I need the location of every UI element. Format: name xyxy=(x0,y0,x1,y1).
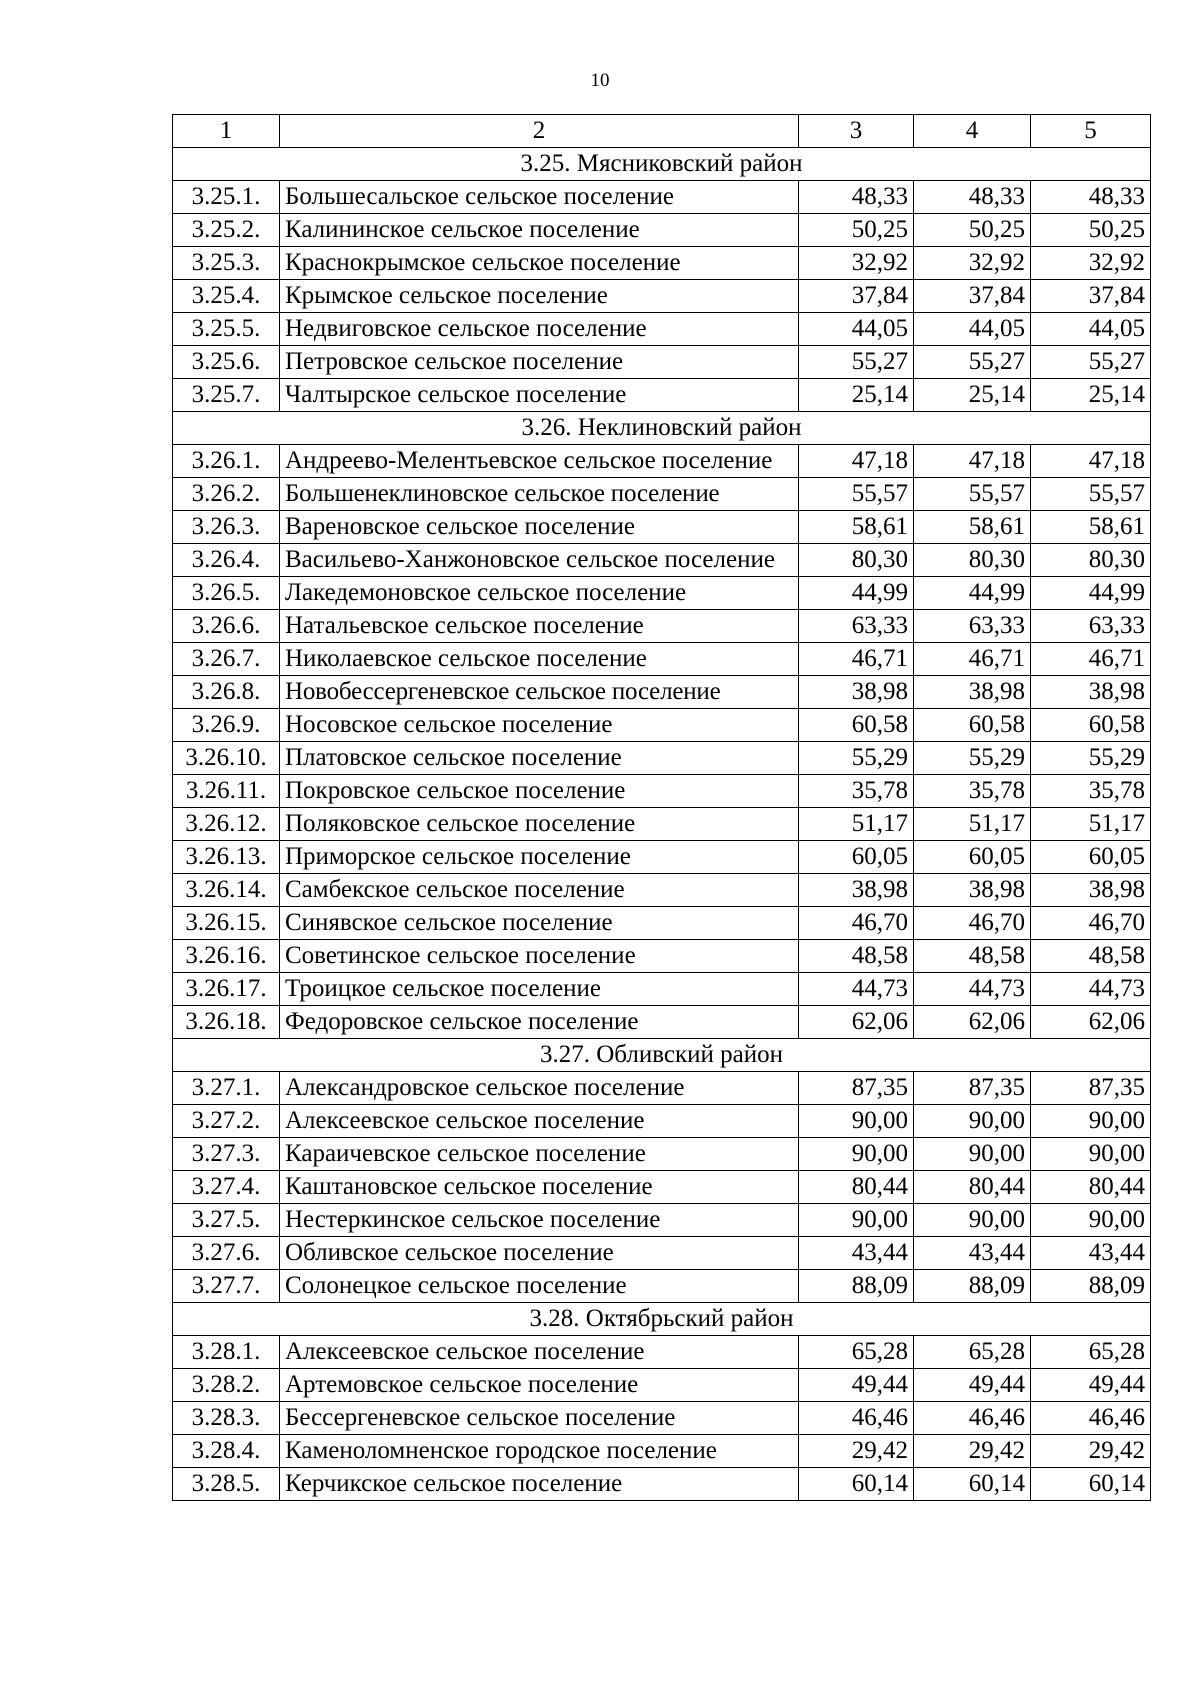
row-value-col5: 25,14 xyxy=(1031,379,1151,412)
table-row xyxy=(173,379,1151,412)
row-code-cell: 3.27.3. xyxy=(173,1138,280,1171)
row-value-col4: 46,46 xyxy=(914,1402,1031,1435)
row-value-col4: 38,98 xyxy=(914,874,1031,907)
row-value-col3: 50,25 xyxy=(799,214,914,247)
row-name-cell: Каштановское сельское поселение xyxy=(280,1171,799,1204)
data-table xyxy=(172,114,1151,1501)
row-value-col4: 51,17 xyxy=(914,808,1031,841)
row-name-cell: Натальевское сельское поселение xyxy=(280,610,799,643)
row-value-col3: 44,99 xyxy=(799,577,914,610)
row-value-col4: 44,73 xyxy=(914,973,1031,1006)
row-value-col4: 46,71 xyxy=(914,643,1031,676)
row-value-col5: 88,09 xyxy=(1031,1270,1151,1303)
row-value-col4: 37,84 xyxy=(914,280,1031,313)
row-value-col3: 44,73 xyxy=(799,973,914,1006)
row-code-cell: 3.28.1. xyxy=(173,1336,280,1369)
row-value-col3: 25,14 xyxy=(799,379,914,412)
row-value-col3: 47,18 xyxy=(799,445,914,478)
row-code-cell: 3.26.15. xyxy=(173,907,280,940)
row-value-col5: 60,05 xyxy=(1031,841,1151,874)
row-value-col4: 87,35 xyxy=(914,1072,1031,1105)
table-row xyxy=(173,544,1151,577)
table-row xyxy=(173,1468,1151,1501)
row-code-cell: 3.26.12. xyxy=(173,808,280,841)
table-row xyxy=(173,313,1151,346)
row-code-cell: 3.26.13. xyxy=(173,841,280,874)
row-value-col5: 44,05 xyxy=(1031,313,1151,346)
row-value-col3: 65,28 xyxy=(799,1336,914,1369)
table-row xyxy=(173,676,1151,709)
row-code-cell: 3.27.7. xyxy=(173,1270,280,1303)
row-name-cell: Новобессергеневское сельское поселение xyxy=(280,676,799,709)
row-value-col4: 48,58 xyxy=(914,940,1031,973)
row-name-cell: Лакедемоновское сельское поселение xyxy=(280,577,799,610)
table-row xyxy=(173,1402,1151,1435)
row-name-cell: Калининское сельское поселение xyxy=(280,214,799,247)
row-value-col5: 63,33 xyxy=(1031,610,1151,643)
table-row xyxy=(173,709,1151,742)
row-code-cell: 3.26.10. xyxy=(173,742,280,775)
row-value-col5: 49,44 xyxy=(1031,1369,1151,1402)
table-row xyxy=(173,808,1151,841)
row-value-col3: 60,14 xyxy=(799,1468,914,1501)
row-value-col3: 87,35 xyxy=(799,1072,914,1105)
row-value-col4: 44,05 xyxy=(914,313,1031,346)
row-value-col3: 48,58 xyxy=(799,940,914,973)
row-value-col3: 37,84 xyxy=(799,280,914,313)
row-value-col5: 48,33 xyxy=(1031,181,1151,214)
row-value-col5: 44,73 xyxy=(1031,973,1151,1006)
table-row xyxy=(173,907,1151,940)
section-header-row xyxy=(173,412,1151,445)
row-value-col5: 90,00 xyxy=(1031,1105,1151,1138)
table-row xyxy=(173,1006,1151,1039)
row-code-cell: 3.25.5. xyxy=(173,313,280,346)
row-name-cell: Крымское сельское поселение xyxy=(280,280,799,313)
header-cell: 5 xyxy=(1031,115,1151,148)
table-row xyxy=(173,1105,1151,1138)
row-value-col5: 87,35 xyxy=(1031,1072,1151,1105)
table-row xyxy=(173,940,1151,973)
row-name-cell: Самбекское сельское поселение xyxy=(280,874,799,907)
row-value-col3: 55,27 xyxy=(799,346,914,379)
row-value-col5: 38,98 xyxy=(1031,676,1151,709)
table-row xyxy=(173,742,1151,775)
table-row xyxy=(173,280,1151,313)
row-value-col4: 65,28 xyxy=(914,1336,1031,1369)
row-code-cell: 3.27.6. xyxy=(173,1237,280,1270)
row-value-col4: 58,61 xyxy=(914,511,1031,544)
row-value-col4: 80,44 xyxy=(914,1171,1031,1204)
row-value-col5: 46,71 xyxy=(1031,643,1151,676)
header-row xyxy=(173,115,1151,148)
section-header-row xyxy=(173,1039,1151,1072)
row-value-col3: 32,92 xyxy=(799,247,914,280)
row-value-col4: 35,78 xyxy=(914,775,1031,808)
row-code-cell: 3.27.1. xyxy=(173,1072,280,1105)
row-value-col5: 48,58 xyxy=(1031,940,1151,973)
row-name-cell: Большесальское сельское поселение xyxy=(280,181,799,214)
table-row xyxy=(173,346,1151,379)
table-row xyxy=(173,1336,1151,1369)
section-title: 3.26. Неклиновский район xyxy=(173,412,1151,445)
row-value-col5: 55,27 xyxy=(1031,346,1151,379)
row-code-cell: 3.26.9. xyxy=(173,709,280,742)
row-value-col5: 46,70 xyxy=(1031,907,1151,940)
row-value-col3: 90,00 xyxy=(799,1138,914,1171)
row-value-col5: 60,14 xyxy=(1031,1468,1151,1501)
row-value-col5: 44,99 xyxy=(1031,577,1151,610)
row-code-cell: 3.25.6. xyxy=(173,346,280,379)
table-row xyxy=(173,577,1151,610)
row-value-col4: 63,33 xyxy=(914,610,1031,643)
row-code-cell: 3.26.17. xyxy=(173,973,280,1006)
row-code-cell: 3.27.2. xyxy=(173,1105,280,1138)
row-code-cell: 3.26.11. xyxy=(173,775,280,808)
row-value-col4: 60,05 xyxy=(914,841,1031,874)
row-code-cell: 3.26.2. xyxy=(173,478,280,511)
table-row xyxy=(173,643,1151,676)
row-value-col3: 46,46 xyxy=(799,1402,914,1435)
row-value-col3: 29,42 xyxy=(799,1435,914,1468)
table-row xyxy=(173,445,1151,478)
row-value-col4: 48,33 xyxy=(914,181,1031,214)
row-code-cell: 3.25.3. xyxy=(173,247,280,280)
table-row xyxy=(173,247,1151,280)
row-value-col5: 90,00 xyxy=(1031,1138,1151,1171)
row-name-cell: Недвиговское сельское поселение xyxy=(280,313,799,346)
row-name-cell: Вареновское сельское поселение xyxy=(280,511,799,544)
row-code-cell: 3.25.1. xyxy=(173,181,280,214)
row-value-col4: 55,27 xyxy=(914,346,1031,379)
row-value-col3: 48,33 xyxy=(799,181,914,214)
table-row xyxy=(173,1270,1151,1303)
row-code-cell: 3.28.5. xyxy=(173,1468,280,1501)
row-value-col3: 46,70 xyxy=(799,907,914,940)
row-code-cell: 3.25.7. xyxy=(173,379,280,412)
table-row xyxy=(173,214,1151,247)
row-value-col5: 80,44 xyxy=(1031,1171,1151,1204)
row-code-cell: 3.26.16. xyxy=(173,940,280,973)
row-value-col5: 29,42 xyxy=(1031,1435,1151,1468)
row-name-cell: Николаевское сельское поселение xyxy=(280,643,799,676)
row-name-cell: Поляковское сельское поселение xyxy=(280,808,799,841)
row-value-col3: 63,33 xyxy=(799,610,914,643)
row-value-col3: 80,44 xyxy=(799,1171,914,1204)
row-value-col3: 46,71 xyxy=(799,643,914,676)
row-code-cell: 3.26.4. xyxy=(173,544,280,577)
row-code-cell: 3.26.3. xyxy=(173,511,280,544)
row-code-cell: 3.25.4. xyxy=(173,280,280,313)
row-code-cell: 3.26.7. xyxy=(173,643,280,676)
row-value-col4: 90,00 xyxy=(914,1105,1031,1138)
row-value-col4: 55,29 xyxy=(914,742,1031,775)
row-value-col4: 62,06 xyxy=(914,1006,1031,1039)
row-value-col5: 37,84 xyxy=(1031,280,1151,313)
table-row xyxy=(173,1237,1151,1270)
row-value-col3: 43,44 xyxy=(799,1237,914,1270)
table-row xyxy=(173,841,1151,874)
row-value-col3: 38,98 xyxy=(799,874,914,907)
row-value-col5: 50,25 xyxy=(1031,214,1151,247)
table-row xyxy=(173,511,1151,544)
row-value-col4: 60,14 xyxy=(914,1468,1031,1501)
row-name-cell: Каменоломненское городское поселение xyxy=(280,1435,799,1468)
row-name-cell: Бессергеневское сельское поселение xyxy=(280,1402,799,1435)
table-row xyxy=(173,874,1151,907)
row-name-cell: Федоровское сельское поселение xyxy=(280,1006,799,1039)
row-name-cell: Александровское сельское поселение xyxy=(280,1072,799,1105)
row-name-cell: Чалтырское сельское поселение xyxy=(280,379,799,412)
row-name-cell: Советинское сельское поселение xyxy=(280,940,799,973)
row-value-col3: 60,05 xyxy=(799,841,914,874)
row-value-col4: 90,00 xyxy=(914,1204,1031,1237)
row-value-col5: 35,78 xyxy=(1031,775,1151,808)
row-value-col4: 80,30 xyxy=(914,544,1031,577)
section-title: 3.27. Обливский район xyxy=(173,1039,1151,1072)
row-value-col3: 60,58 xyxy=(799,709,914,742)
row-name-cell: Солонецкое сельское поселение xyxy=(280,1270,799,1303)
row-code-cell: 3.27.5. xyxy=(173,1204,280,1237)
row-value-col3: 35,78 xyxy=(799,775,914,808)
header-cell: 3 xyxy=(799,115,914,148)
row-value-col3: 49,44 xyxy=(799,1369,914,1402)
row-name-cell: Андреево-Мелентьевское сельское поселение xyxy=(280,445,799,478)
row-value-col4: 88,09 xyxy=(914,1270,1031,1303)
table-body xyxy=(173,115,1151,1501)
row-name-cell: Приморское сельское поселение xyxy=(280,841,799,874)
table-row xyxy=(173,1435,1151,1468)
row-value-col3: 88,09 xyxy=(799,1270,914,1303)
section-title: 3.28. Октябрьский район xyxy=(173,1303,1151,1336)
row-value-col4: 50,25 xyxy=(914,214,1031,247)
row-value-col4: 55,57 xyxy=(914,478,1031,511)
row-name-cell: Синявское сельское поселение xyxy=(280,907,799,940)
row-value-col5: 47,18 xyxy=(1031,445,1151,478)
row-value-col3: 90,00 xyxy=(799,1204,914,1237)
row-value-col3: 51,17 xyxy=(799,808,914,841)
table-row xyxy=(173,1072,1151,1105)
row-value-col5: 55,29 xyxy=(1031,742,1151,775)
row-code-cell: 3.26.1. xyxy=(173,445,280,478)
row-value-col4: 32,92 xyxy=(914,247,1031,280)
row-value-col4: 60,58 xyxy=(914,709,1031,742)
row-value-col4: 49,44 xyxy=(914,1369,1031,1402)
row-name-cell: Караичевское сельское поселение xyxy=(280,1138,799,1171)
row-value-col5: 58,61 xyxy=(1031,511,1151,544)
table-row xyxy=(173,1204,1151,1237)
row-code-cell: 3.26.5. xyxy=(173,577,280,610)
header-cell: 1 xyxy=(173,115,280,148)
table-row xyxy=(173,1138,1151,1171)
row-value-col4: 90,00 xyxy=(914,1138,1031,1171)
row-value-col4: 47,18 xyxy=(914,445,1031,478)
row-value-col5: 43,44 xyxy=(1031,1237,1151,1270)
row-value-col5: 38,98 xyxy=(1031,874,1151,907)
header-cell: 4 xyxy=(914,115,1031,148)
row-value-col3: 44,05 xyxy=(799,313,914,346)
row-code-cell: 3.27.4. xyxy=(173,1171,280,1204)
table-row xyxy=(173,1171,1151,1204)
page-number: 10 xyxy=(590,70,610,91)
row-value-col3: 38,98 xyxy=(799,676,914,709)
row-value-col4: 25,14 xyxy=(914,379,1031,412)
row-code-cell: 3.26.18. xyxy=(173,1006,280,1039)
row-value-col3: 90,00 xyxy=(799,1105,914,1138)
row-code-cell: 3.28.4. xyxy=(173,1435,280,1468)
table-row xyxy=(173,775,1151,808)
row-value-col4: 29,42 xyxy=(914,1435,1031,1468)
row-value-col3: 55,57 xyxy=(799,478,914,511)
row-value-col5: 55,57 xyxy=(1031,478,1151,511)
row-name-cell: Обливское сельское поселение xyxy=(280,1237,799,1270)
row-name-cell: Алексеевское сельское поселение xyxy=(280,1105,799,1138)
row-value-col4: 43,44 xyxy=(914,1237,1031,1270)
row-value-col5: 51,17 xyxy=(1031,808,1151,841)
table-row xyxy=(173,973,1151,1006)
row-value-col5: 60,58 xyxy=(1031,709,1151,742)
row-value-col3: 62,06 xyxy=(799,1006,914,1039)
row-name-cell: Краснокрымское сельское поселение xyxy=(280,247,799,280)
row-name-cell: Покровское сельское поселение xyxy=(280,775,799,808)
row-name-cell: Васильево-Ханжоновское сельское поселение xyxy=(280,544,799,577)
row-value-col5: 65,28 xyxy=(1031,1336,1151,1369)
row-value-col4: 44,99 xyxy=(914,577,1031,610)
row-name-cell: Большенеклиновское сельское поселение xyxy=(280,478,799,511)
table-row xyxy=(173,610,1151,643)
row-code-cell: 3.28.2. xyxy=(173,1369,280,1402)
table-row xyxy=(173,1369,1151,1402)
row-code-cell: 3.26.14. xyxy=(173,874,280,907)
row-value-col5: 62,06 xyxy=(1031,1006,1151,1039)
row-value-col3: 55,29 xyxy=(799,742,914,775)
row-name-cell: Алексеевское сельское поселение xyxy=(280,1336,799,1369)
row-value-col5: 80,30 xyxy=(1031,544,1151,577)
row-code-cell: 3.26.8. xyxy=(173,676,280,709)
row-code-cell: 3.28.3. xyxy=(173,1402,280,1435)
row-name-cell: Артемовское сельское поселение xyxy=(280,1369,799,1402)
table-row xyxy=(173,181,1151,214)
row-value-col3: 80,30 xyxy=(799,544,914,577)
row-name-cell: Нестеркинское сельское поселение xyxy=(280,1204,799,1237)
row-value-col5: 46,46 xyxy=(1031,1402,1151,1435)
section-title: 3.25. Мясниковский район xyxy=(173,148,1151,181)
row-value-col4: 38,98 xyxy=(914,676,1031,709)
row-value-col5: 90,00 xyxy=(1031,1204,1151,1237)
row-name-cell: Троицкое сельское поселение xyxy=(280,973,799,1006)
row-code-cell: 3.25.2. xyxy=(173,214,280,247)
row-name-cell: Носовское сельское поселение xyxy=(280,709,799,742)
row-value-col5: 32,92 xyxy=(1031,247,1151,280)
row-value-col4: 46,70 xyxy=(914,907,1031,940)
row-name-cell: Керчикское сельское поселение xyxy=(280,1468,799,1501)
row-code-cell: 3.26.6. xyxy=(173,610,280,643)
section-header-row xyxy=(173,148,1151,181)
section-header-row xyxy=(173,1303,1151,1336)
row-name-cell: Платовское сельское поселение xyxy=(280,742,799,775)
header-cell: 2 xyxy=(280,115,799,148)
table-row xyxy=(173,478,1151,511)
row-value-col3: 58,61 xyxy=(799,511,914,544)
row-name-cell: Петровское сельское поселение xyxy=(280,346,799,379)
